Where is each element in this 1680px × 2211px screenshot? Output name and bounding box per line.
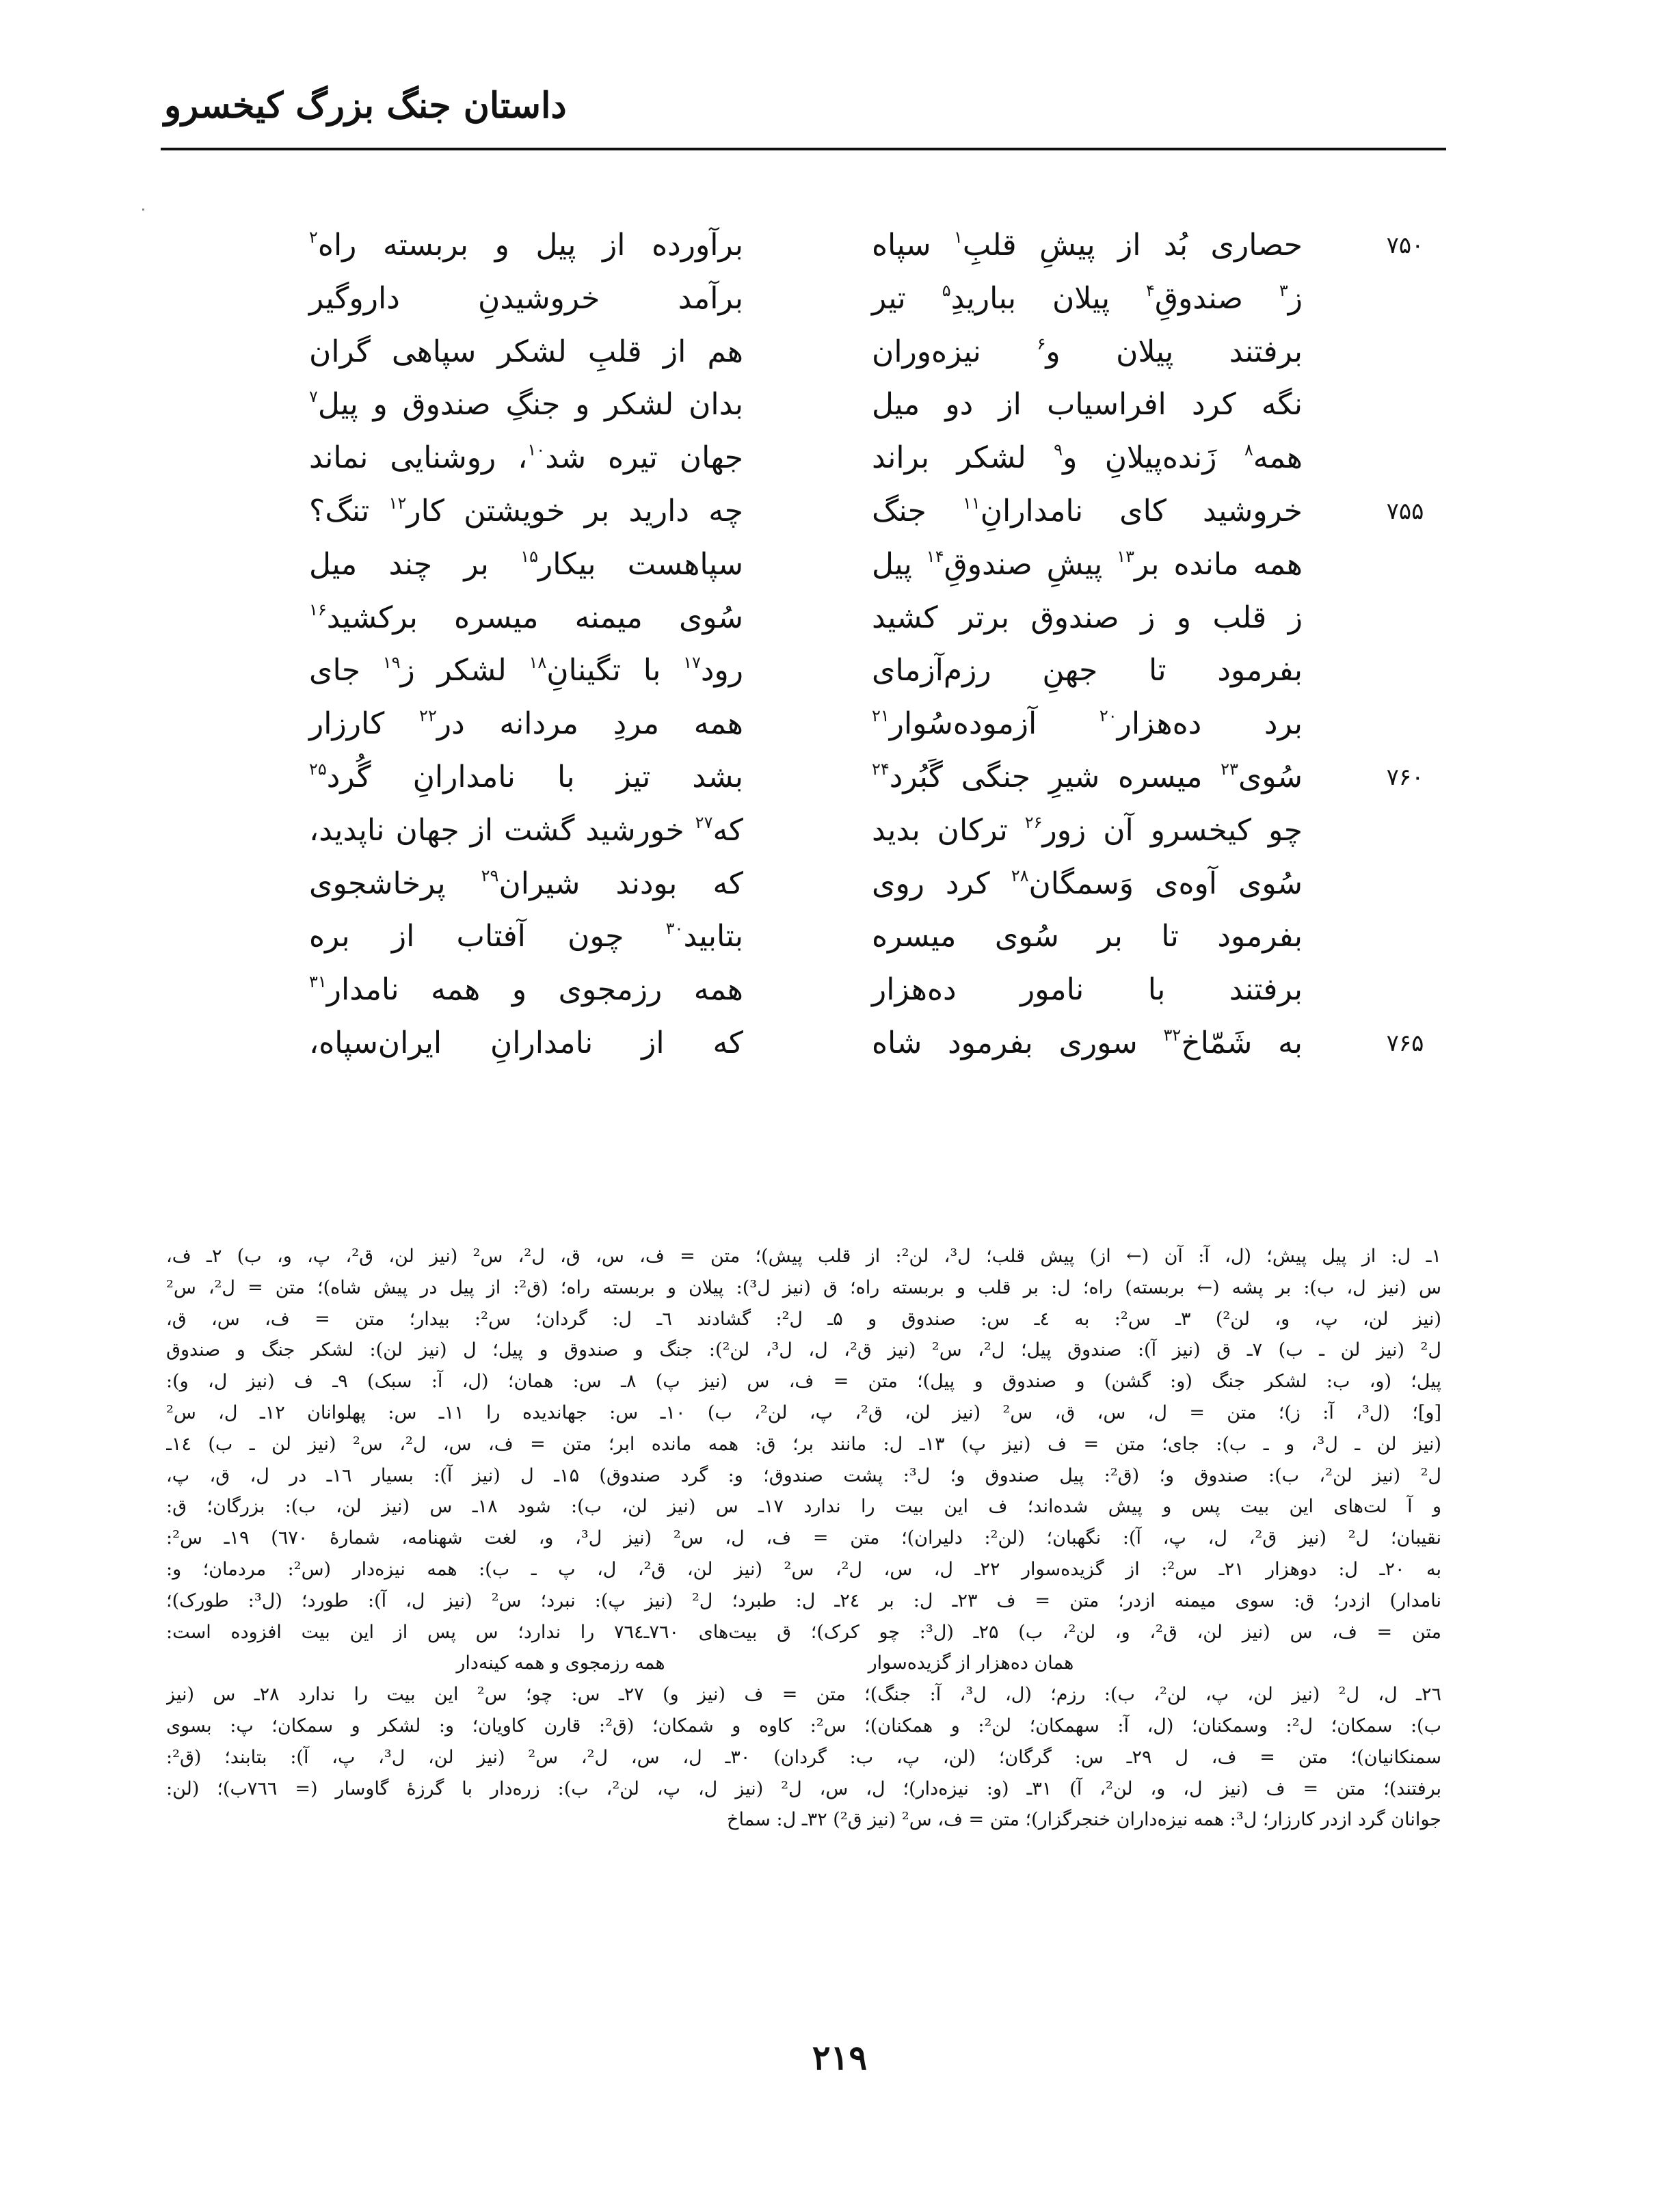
footnote-line: (نیز لن، پ، و، لن²) ۳ـ س²: به ٤ـ س: صندوق و ۵ـ ل²: گشادند ٦ـ ل: گردان؛ س²: بیدار؛ متن = ف، س، ق، [166,1308,1441,1330]
hemistich-first: سُوی$^{۲۳}$ میسره شیرِ جنگی گَبُرد$^{۲۴}$ [872,760,1303,794]
verse-number [1378,910,1432,963]
verse-row [0,591,1680,645]
footnote-line: (نیز لن ـ ل³، و ـ ب): جای؛ متن = ف (نیز پ) ۱۳ـ ل: مانند بر؛ ق: همه مانده ابر؛ متن = ف، س، ل²، س² (نیز لن ـ ب) ۱٤ـ [166,1433,1441,1455]
hemistich-first: نگه کرد افراسیاب از دو میل [872,387,1303,423]
verse-number: ۷۵۰ [1386,232,1424,259]
hemistich-first: چو کیخسرو آن زور$^{۲۶}$ ترکان بدید [872,812,1303,848]
verse-row [0,219,1680,272]
footnote-line: نقیبان؛ ل² (نیز ق²، ل، پ، آ): نگهبان؛ (لن²: دلیران)؛ متن = ف، ل، س² (نیز ل³، و، لغت شهنامه، شمارهٔ ٦۷۰) ۱۹ـ س²: [166,1527,1441,1549]
hemistich-second: که بودند شیران$^{۲۹}$ پرخاشجوی [309,866,743,901]
hemistich-second: بدان لشکر و جنگِ صندوق و پیل$^۷$ [309,387,743,423]
verse-row [0,644,1680,697]
footnote-line: ۲٦ـ ل، ل² (نیز لن، پ، لن²، ب): رزم؛ (ل، ل³، آ: جنگ)؛ متن = ف (نیز و) ۲۷ـ س: چو؛ س² این بیت را ندارد ۲۸ـ س (نیز [166,1684,1441,1706]
verse-row [0,910,1680,963]
hemistich-second: چه دارید بر خویشتن کار$^{۱۲}$ تنگ؟ [309,494,743,528]
verse-row [0,857,1680,911]
hemistich-second: همه رزمجوی و همه نامدار$^{۳۱}$ [309,972,743,1008]
verse-row [0,325,1680,379]
verse-number [1378,272,1432,325]
hemistich-first: بفرمود تا جهنِ رزم‌آزمای [872,653,1303,688]
verse-number [1378,804,1432,857]
verse-row [0,272,1680,325]
hemistich-first: ز$^۳$ صندوقِ$^۴$ پیلان بباریدِ$^۵$ تیر [872,280,1303,316]
verse-row [0,431,1680,485]
added-verse-second-hemistich: همه رزمجوی و همه کینه‌دار [456,1652,665,1674]
footnote-line: ۱ـ ل: از پیل پیش؛ (ل، آ: آن (← از) پیش قلب؛ ل³، لن²: از قلب پیش)؛ متن = ف، س، ق، ل²، س² (نیز لن، ق²، پ، و، ب) ۲ـ ف، [166,1246,1441,1267]
hemistich-first: همه مانده بر$^{۱۳}$ پیشِ صندوقِ$^{۱۴}$ پیل [872,546,1303,582]
running-head [164,72,574,140]
running-head-title: داستان جنگ بزرگ کیخسرو [164,85,567,126]
verse-row [0,697,1680,751]
margin-speck [142,209,144,211]
hemistich-second: سپاهست بیکار$^{۱۵}$ بر چند میل [309,546,743,582]
verse-number [1378,857,1432,911]
verse-number: ۷۶۵ [1386,1030,1424,1057]
page-number: ۲۱۹ [812,2037,868,2078]
footnote-line: ل² (نیز لن²، ب): صندوق و؛ (ق²: پیل صندوق و؛ ل³: پشت صندوق؛ و: گرد صندوق) ۱۵ـ ل (نیز آ): بسیار ۱٦ـ در ل، ق، پ، [166,1464,1441,1486]
verse-number: ۷۶۰ [1386,764,1424,791]
hemistich-second: همه مردِ مردانه در$^{۲۲}$ کارزار [309,706,743,742]
hemistich-second: بشد تیز با نامدارانِ گُرد$^{۲۵}$ [309,760,743,794]
verse-row [0,1017,1680,1070]
footnote-line: پیل؛ (و، ب: لشکر جنگ (و: گشن) و صندوق و پیل)؛ متن = ف، س (نیز پ) ۸ـ س: همان؛ (ل، آ: سبک) ۹ـ ف (نیز ل، و): [166,1371,1441,1393]
verse-number [1378,591,1432,645]
hemistich-second: که$^{۲۷}$ خورشید گشت از جهان ناپدید، [309,812,743,848]
verse-number [1378,697,1432,751]
footnote-line: و آ لت‌های این بیت پس و پیش شده‌اند؛ ف این بیت را ندارد ۱۷ـ س (نیز لن، ب): شود ۱۸ـ س (نیز لن، ب): بزرگان؛ ق: [166,1496,1441,1518]
verse-number: ۷۵۵ [1386,498,1424,525]
hemistich-second: که از نامدارانِ ایران‌سپاه، [309,1026,743,1060]
verse-row [0,485,1680,538]
footnote-line: سمنکانیان)؛ متن = ف، ل ۲۹ـ س: گرگان؛ (لن، پ، ب: گردان) ۳۰ـ ل، س، ل²، س² (نیز لن، ل³، پ، آ): بتابند؛ (ق²: [166,1746,1441,1768]
verse-row [0,963,1680,1017]
hemistich-second: سُوی میمنه میسره برکشید$^{۱۶}$ [309,600,743,635]
added-verse-first-hemistich: همان ده‌هزار از گزیده‌سوار [868,1652,1074,1674]
verse-number [1378,325,1432,379]
footnote-line: س (نیز ل، ب): بر پشه (← بربسته) راه؛ ل: بر قلب و بربسته راه؛ ق (نیز ل³): پیلان و بربسته راه؛ (ق²: از پیل در پیش شاه)؛ متن = ل²، س² [166,1276,1441,1298]
verse-number [1378,644,1432,697]
hemistich-second: برآمد خروشیدنِ داروگیر [309,280,743,316]
footnote-added-verse [383,1648,1149,1679]
hemistich-first: برفتند با نامور ده‌هزار [872,972,1303,1008]
verse-number [1378,431,1432,485]
header-rule [161,148,1446,150]
hemistich-first: خروشید کای نامدارانِ$^{۱۱}$ جنگ [872,494,1303,528]
footnote-line: ل² (نیز لن ـ ب) ۷ـ ق (نیز آ): صندوق پیل؛ ل²، س² (نیز ق²، ل، ل³، لن²): جنگ و صندوق و پیل؛ ل (نیز لن): لشکر جنگ و صندوق [166,1339,1441,1361]
verse-row [0,538,1680,591]
footnote-line: [و]؛ (ل³، آ: ز)؛ متن = ل، س، ق، س² (نیز لن، ق²، پ، لن²، ب) ۱۰ـ س: جهاندیده را ۱۱ـ س: پهلوانان ۱۲ـ ل، س² [166,1402,1441,1423]
verse-number [1378,538,1432,591]
hemistich-first: بفرمود تا بر سُوی میسره [872,919,1303,954]
hemistich-first: همه$^۸$ زَنده‌پیلانِ و$^۹$ لشکر براند [872,440,1303,476]
verse-number [1378,963,1432,1017]
hemistich-first: سُوی آوه‌ی وَسمگان$^{۲۸}$ کرد روی [872,866,1303,901]
hemistich-first: به شَمّاخ$^{۳۲}$ سوری بفرمود شاه [872,1026,1303,1060]
footnote-line: نامدار) ازدر؛ ق: سوی میمنه ازدر؛ متن = ف ۲۳ـ ل: بر ۲٤ـ ل: طبرد؛ ل² (نیز پ): نبرد؛ س² (نیز ل، آ): طورد؛ (ل³: طورک)؛ [166,1590,1441,1611]
footnote-line: برفتند)؛ متن = ف (نیز ل، و، لن²، آ) ۳۱ـ (و: نیزه‌دار)؛ ل، س، ل² (نیز ل، پ، لن²، ب): زره‌دار با گرزهٔ گاوسار (= ۷٦٦ب)؛ (لن: [166,1778,1441,1799]
hemistich-second: رود$^{۱۷}$ با تگینانِ$^{۱۸}$ لشکر ز$^{۱۹}$ جای [309,653,743,688]
footnote-line: جوانان گرد ازدر کارزار؛ ل³: همه نیزه‌داران خنجرگزار)؛ متن = ف، س² (نیز ق²) ۳۲ـ ل: سماخ [727,1809,1441,1831]
footnote-line: ب): سمکان؛ ل²: وسمکنان؛ (ل، آ: سهمکان؛ لن²: و همکنان)؛ س²: کاوه و شمکان؛ (ق²: قارن کاویان؛ و: لشکر و سمکان؛ پ: بسوی [166,1715,1441,1737]
footnote-line: به ۲۰ـ ل: دوهزار ۲۱ـ س²: از گزیده‌سوار ۲۲ـ ل، س، ل²، س² (نیز لن، ق²، ل، پ ـ ب): همه نیزه‌دار (س²: مردمان؛ و: [166,1559,1441,1580]
hemistich-second: هم از قلبِ لشکر سپاهی گران [309,334,743,369]
hemistich-first: ز قلب و ز صندوق برتر کشید [872,600,1303,635]
hemistich-second: جهان تیره شد$^{۱۰}$، روشنایی نماند [309,440,743,476]
hemistich-first: برد ده‌هزار$^{۲۰}$ آزموده‌سُوار$^{۲۱}$ [872,706,1303,742]
hemistich-first: برفتند پیلان و$^۶$ نیزه‌وران [872,334,1303,369]
hemistich-first: حصاری بُد از پیشِ قلبِ$^۱$ سپاه [872,228,1303,263]
verse-number [1378,378,1432,431]
hemistich-second: برآورده از پیل و بربسته راه$^۲$ [309,228,743,263]
verse-row [0,751,1680,804]
footnote-line: متن = ف، س (نیز لن، ق²، و، لن²، ب) ۲۵ـ (ل³: چو کرک)؛ ق بیت‌های ۷٦۰ـ۷٦٤ را ندارد؛ س پس از این بیت افزوده است: [166,1621,1441,1643]
verse-row [0,804,1680,857]
verse-row [0,378,1680,431]
hemistich-second: بتابید$^{۳۰}$ چون آفتاب از بره [309,919,743,954]
